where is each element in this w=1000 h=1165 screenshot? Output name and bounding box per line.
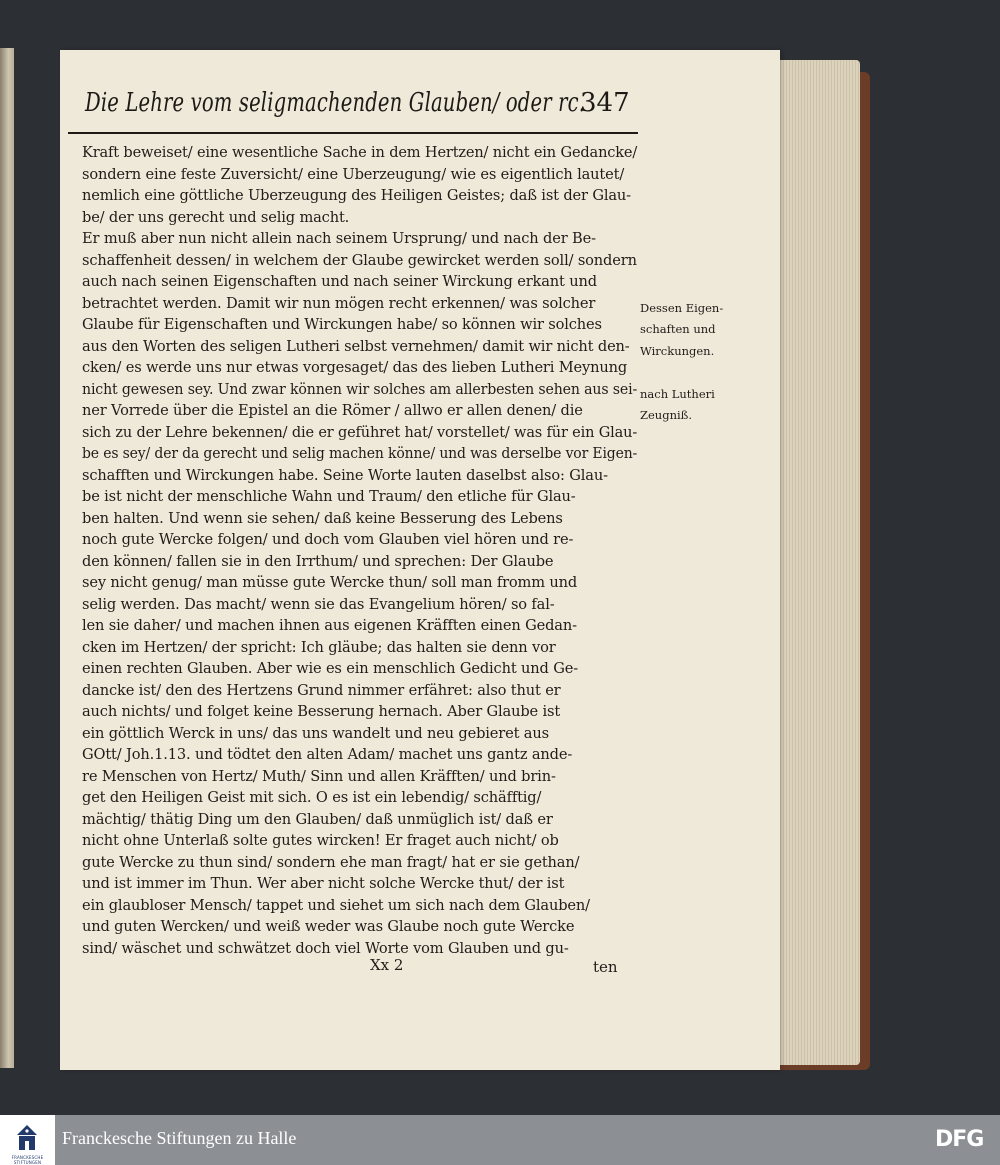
text-line: schafften und Wirckungen habe. Seine Worte lauten daselbst also: Glau- [82,466,608,484]
text-line: schaffenheit dessen/ in welchem der Glaube gewircket werden soll/ sondern [82,251,637,269]
text-line: Er muß aber nun nicht allein nach seinem Ursprung/ und nach der Be- [82,230,596,247]
page-number: 347 [580,88,630,118]
text-line: cken/ es werde uns nur etwas vorgesaget/ das des lieben Lutheri Meynung [82,359,628,376]
text-line: ben halten. Und wenn sie sehen/ daß keine Besserung des Lebens [82,509,563,527]
margin-note-line: schaften und [640,322,716,336]
text-line: noch gute Wercke folgen/ und doch vom Glauben viel hören und re- [82,531,574,548]
text-line: be ist nicht der menschliche Wahn und Traum/ den etliche für Glau- [82,488,576,505]
text-line: dancke ist/ den des Hertzens Grund nimmer erfähret: also thut er [82,681,561,699]
text-line: sind/ wäschet und schwätzet doch viel Worte vom Glauben und gu- [82,939,569,957]
text-line: sey nicht genug/ man müsse gute Wercke thun/ soll man fromm und [82,574,578,591]
text-line: nicht gewesen sey. Und zwar können wir solches am allerbesten sehen aus sei- [82,380,638,398]
text-line: mächtig/ thätig Ding um den Glauben/ daß unmüglich ist/ daß er [82,810,553,828]
text-line: aus den Worten des seligen Lutheri selbst vernehmen/ damit wir nicht den- [82,337,630,355]
margin-note-line: nach Lutheri [640,386,715,401]
signature-mark: Xx 2 [370,956,404,974]
institution-logo[interactable] [0,1115,55,1165]
text-line: Glaube für Eigenschaften und Wirckungen habe/ so können wir solches [82,316,602,333]
text-line: GOtt/ Joh.1.13. und tödtet den alten Adam/ machet uns gantz ande- [82,746,573,763]
footer-title[interactable]: Franckesche Stiftungen zu Halle [62,1128,297,1148]
text-line: nemlich eine göttliche Uberzeugung des Heiligen Geistes; daß ist der Glau- [82,187,631,204]
text-line: einen rechten Glauben. Aber wie es ein menschlich Gedicht und Ge- [82,660,578,677]
logo-text: FRANCKESCHE STIFTUNGEN [11,1155,44,1165]
text-line: Kraft beweiset/ eine wesentliche Sache in dem Hertzen/ nicht ein Gedancke/ [82,144,638,161]
text-line: auch nach seinen Eigenschaften und nach seiner Wirckung erkant und [82,273,597,290]
building-icon [14,1123,40,1153]
text-line: re Menschen von Hertz/ Muth/ Sinn und allen Kräfften/ und brin- [82,767,556,785]
margin-note-line: Zeugniß. [640,408,692,422]
text-line: ner Vorrede über die Epistel an die Römer / allwo er allen denen/ die [82,402,583,419]
text-line: be/ der uns gerecht und selig macht. [82,208,350,226]
running-head: Die Lehre vom seligmachenden Glauben/ oder rc. [85,88,586,118]
header-rule [68,132,638,134]
book-page [60,50,780,1070]
margin-note-line: Wirckungen. [640,343,715,358]
text-line: be es sey/ der da gerecht und selig machen könne/ und was derselbe vor Eigen- [82,445,638,462]
text-line: betrachtet werden. Damit wir nun mögen recht erkennen/ was solcher [82,294,596,312]
text-line: ein glaubloser Mensch/ tappet und siehet um sich nach dem Glauben/ [82,896,590,914]
text-line: sondern eine feste Zuversicht/ eine Uberzeugung/ wie es eigentlich lautet/ [82,165,625,183]
text-line: get den Heiligen Geist mit sich. O es ist ein lebendig/ schäfftig/ [82,789,542,806]
catchword: ten [593,958,618,976]
dfg-logo[interactable]: DFG [935,1127,984,1152]
text-line: den können/ fallen sie in den Irrthum/ und sprechen: Der Glaube [82,552,554,570]
text-line: gute Wercke zu thun sind/ sondern ehe man fragt/ hat er sie gethan/ [82,853,580,871]
text-line: sich zu der Lehre bekennen/ die er geführet hat/ vorstellet/ was für ein Glau- [82,423,638,441]
text-line: auch nichts/ und folget keine Besserung hernach. Aber Glaube ist [82,703,561,720]
viewer-footer [0,1115,1000,1165]
text-line: len sie daher/ und machen ihnen aus eigenen Kräfften einen Gedan- [82,617,577,634]
facing-page-edge [0,48,14,1068]
text-line: ein göttlich Werck in uns/ das uns wandelt und neu gebieret aus [82,724,549,742]
text-line: und guten Wercken/ und weiß weder was Glaube noch gute Wercke [82,918,575,935]
text-line: cken im Hertzen/ der spricht: Ich gläube; das halten sie denn vor [82,638,556,656]
text-line: nicht ohne Unterlaß solte gutes wircken! Er fraget auch nicht/ ob [82,832,559,849]
text-line: selig werden. Das macht/ wenn sie das Evangelium hören/ so fal- [82,595,555,613]
margin-note-line: Dessen Eigen- [640,300,724,315]
text-line: und ist immer im Thun. Wer aber nicht solche Wercke thut/ der ist [82,875,565,892]
